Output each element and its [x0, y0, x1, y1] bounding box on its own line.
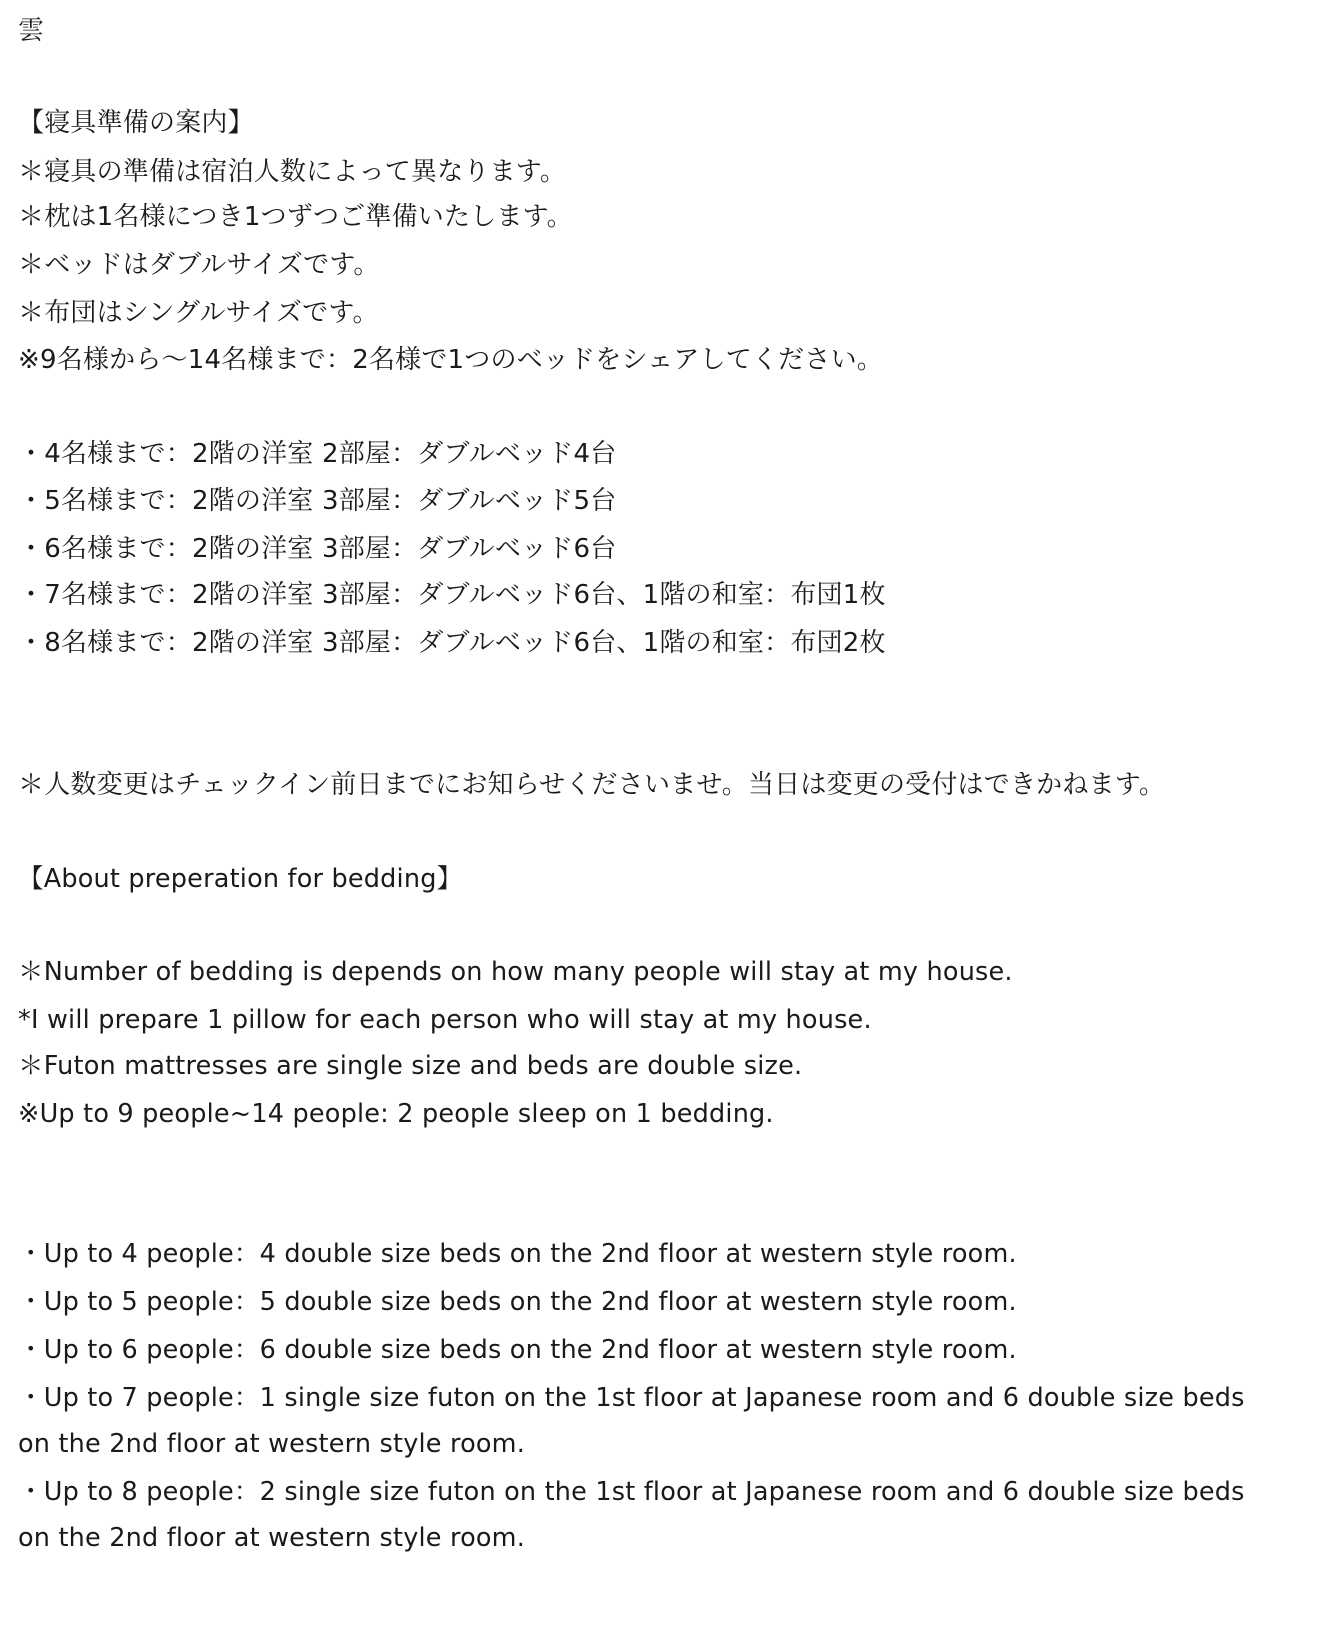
jp-note: ＊寝具の準備は宿泊人数によって異なります。: [18, 157, 567, 187]
en-list-item: ・Up to 5 people：5 double size beds on the 2nd floor at western style room.: [18, 1287, 1017, 1317]
en-note: *I will prepare 1 pillow for each person who will stay at my house.: [18, 1005, 872, 1035]
en-list-item: ・Up to 6 people：6 double size beds on the 2nd floor at western style room.: [18, 1335, 1017, 1365]
en-note: ＊Number of bedding is depends on how many people will stay at my house.: [18, 957, 1013, 987]
en-list-item-continuation: on the 2nd floor at western style room.: [18, 1523, 526, 1553]
jp-note: ＊枕は1名様につき1つずつご準備いたします。: [18, 202, 573, 232]
en-list-item: ・Up to 4 people：4 double size beds on the 2nd floor at western style room.: [18, 1239, 1017, 1269]
jp-note: ※9名様から～14名様まで：2名様で1つのベッドをシェアしてください。: [18, 345, 883, 375]
jp-change-notice: ＊人数変更はチェックイン前日までにお知らせくださいませ。当日は変更の受付はできかねます。: [18, 770, 1166, 800]
jp-list-item: ・8名様まで：2階の洋室 3部屋：ダブルベッド6台、1階の和室：布団2枚: [18, 628, 886, 658]
en-list-item: ・Up to 7 people：1 single size futon on the 1st floor at Japanese room and 6 double size beds: [18, 1383, 1245, 1413]
page-title: 雲: [18, 16, 45, 46]
jp-heading: 【寝具準備の案内】: [18, 108, 254, 138]
jp-list-item: ・7名様まで：2階の洋室 3部屋：ダブルベッド6台、1階の和室：布団1枚: [18, 580, 886, 610]
en-list-item: ・Up to 8 people：2 single size futon on the 1st floor at Japanese room and 6 double size beds: [18, 1477, 1245, 1507]
jp-list-item: ・6名様まで：2階の洋室 3部屋：ダブルベッド6台: [18, 534, 617, 564]
en-note: ※Up to 9 people~14 people: 2 people sleep on 1 bedding.: [18, 1099, 774, 1129]
jp-note: ＊ベッドはダブルサイズです。: [18, 250, 380, 280]
en-heading: 【About preperation for bedding】: [18, 864, 463, 894]
jp-note: ＊布団はシングルサイズです。: [18, 298, 379, 328]
en-list-item-continuation: on the 2nd floor at western style room.: [18, 1429, 526, 1459]
jp-list-item: ・5名様まで：2階の洋室 3部屋：ダブルベッド5台: [18, 486, 617, 516]
en-note: ＊Futon mattresses are single size and beds are double size.: [18, 1051, 803, 1081]
jp-list-item: ・4名様まで：2階の洋室 2部屋：ダブルベッド4台: [18, 439, 617, 469]
